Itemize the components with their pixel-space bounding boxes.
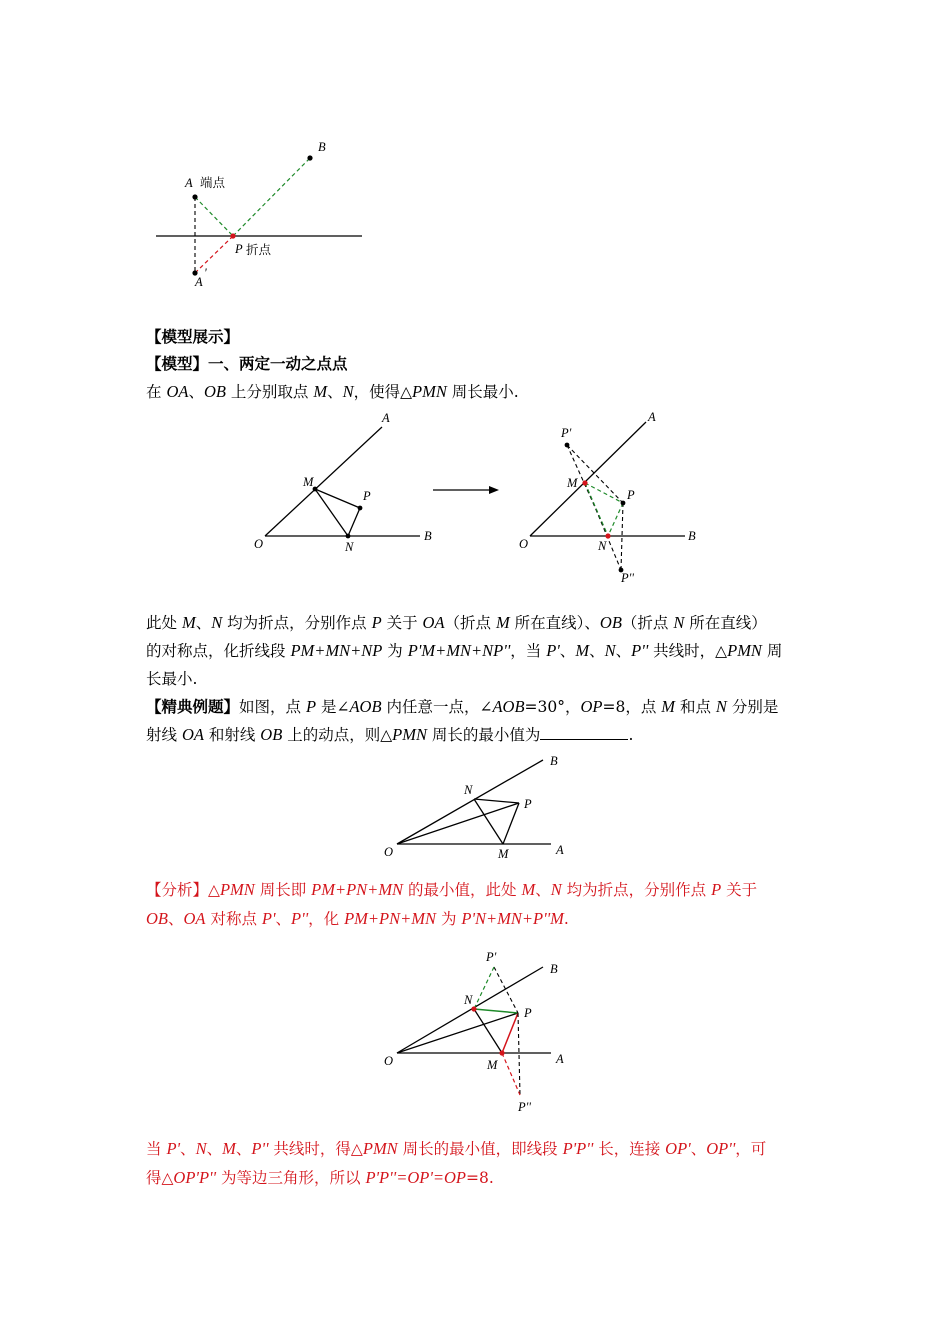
text: 、: [195, 614, 212, 632]
arrow-head: [489, 486, 499, 494]
text: =8.: [465, 1169, 494, 1187]
point-M: [499, 1050, 504, 1055]
var: OA: [183, 909, 206, 928]
point-N: [346, 534, 351, 539]
var: OB: [599, 613, 622, 632]
text: 周长的最小值为: [427, 726, 541, 744]
red-dashed-M-P2: [502, 1053, 520, 1095]
text: 长最小.: [146, 670, 198, 688]
ray-OA: [530, 422, 646, 536]
var: OB: [146, 909, 168, 928]
text: 、: [327, 383, 343, 401]
label-P: P: [524, 797, 532, 811]
label-P2: P'': [518, 1100, 531, 1114]
point-N: [471, 1006, 476, 1011]
point-P1: [565, 443, 570, 448]
label-N: N: [345, 540, 354, 554]
text: 关于: [381, 614, 423, 632]
text: 共线时，得△: [268, 1140, 363, 1158]
point-M: [582, 480, 587, 485]
left-diagram: [254, 411, 432, 554]
label-B: B: [688, 529, 696, 543]
text: 当: [146, 1140, 167, 1158]
var: OB: [203, 382, 226, 401]
label-N: N: [598, 539, 607, 553]
label-M: M: [567, 476, 578, 490]
answer-blank: [540, 725, 628, 740]
var: P'': [251, 1139, 269, 1158]
text: .: [563, 910, 569, 928]
text: 、: [275, 910, 291, 928]
dashed-P1-P: [494, 967, 518, 1013]
text: 为: [382, 642, 408, 660]
seg-PN: [348, 508, 360, 536]
var: P'': [291, 909, 309, 928]
text: 关于: [721, 881, 758, 899]
ray-OB: [397, 967, 543, 1053]
analysis-tag: 【分析】: [146, 881, 209, 899]
var: P': [261, 909, 276, 928]
var: M: [313, 382, 328, 401]
label-P1: P': [486, 950, 497, 964]
var: PMN: [412, 382, 447, 401]
text: 所在直线）: [684, 614, 767, 632]
var: N: [195, 1139, 207, 1158]
var: N: [211, 613, 223, 632]
text: 在: [146, 383, 167, 401]
text: =30°，: [524, 698, 581, 716]
example-line-2: [146, 724, 633, 746]
label-P: P: [235, 242, 243, 256]
label-A: A: [648, 410, 656, 424]
var: N: [673, 613, 685, 632]
var: M: [661, 697, 676, 716]
text: 为等边三角形，所以: [216, 1169, 366, 1187]
var: N: [550, 880, 562, 899]
var: M: [181, 613, 196, 632]
analysis-line-1: [146, 879, 757, 901]
label-B: B: [550, 754, 558, 768]
var: PM+PN+MN: [311, 880, 404, 899]
green-MN: [585, 483, 608, 536]
ray-OB: [397, 760, 543, 844]
example-tag: 【精典例题】: [146, 698, 240, 716]
green-dashed-P1-N: [474, 967, 494, 1009]
figure-model-two-fixed: [245, 405, 715, 590]
label-B: B: [424, 529, 432, 543]
var: P': [166, 1139, 181, 1158]
text: 、: [188, 383, 204, 401]
section-title: 【模型展示】: [146, 328, 240, 346]
label-O: O: [384, 845, 394, 859]
text: △: [208, 881, 220, 899]
text: 射线: [146, 726, 182, 744]
var: P'': [631, 641, 649, 660]
seg-NM: [474, 799, 503, 844]
text: 均为折点，分别作点: [561, 881, 712, 899]
point-B: [307, 155, 312, 160]
text: 所在直线）、: [509, 614, 600, 632]
green-PN: [608, 503, 623, 536]
var: N: [604, 641, 616, 660]
text: ，使得△: [353, 383, 413, 401]
var: M: [575, 641, 590, 660]
text: 长，连接: [593, 1140, 666, 1158]
text: 的最小值，此处: [403, 881, 522, 899]
var: PM+PN+MN: [344, 909, 437, 928]
red-PM: [502, 1013, 518, 1053]
figure-analysis: [375, 945, 585, 1120]
green-NP: [474, 1009, 518, 1013]
var: OP: [580, 697, 603, 716]
text: 对称点: [205, 910, 262, 928]
var: P: [711, 880, 722, 899]
label-P1: P': [561, 426, 572, 440]
text: 和点: [675, 698, 716, 716]
var: OA: [181, 725, 204, 744]
text: 、: [168, 910, 184, 928]
var: N: [342, 382, 354, 401]
var: M: [521, 880, 536, 899]
text: 的对称点，化折线段: [146, 642, 291, 660]
green-dashed-AP: [195, 197, 233, 236]
text: 、: [559, 642, 576, 660]
text: ，可: [735, 1140, 767, 1158]
var: PMN: [362, 1139, 398, 1158]
text: 如图，点: [239, 698, 306, 716]
label-A-prime: ': [204, 266, 207, 280]
point-P: [358, 506, 363, 511]
var: P': [546, 641, 560, 660]
explain-line-3: [146, 668, 197, 690]
text: 、: [690, 1140, 707, 1158]
label-A: A: [382, 411, 390, 425]
explain-line-2: [146, 640, 782, 662]
text: （折点: [444, 614, 496, 632]
label-M: M: [303, 475, 314, 489]
text: 周长即: [254, 881, 312, 899]
text: ，当: [510, 642, 547, 660]
var: P'N+MN+P''M: [461, 909, 564, 928]
label-B: B: [550, 962, 558, 976]
text: 为: [436, 910, 462, 928]
example-line-1: [146, 696, 778, 718]
label-A-reflect: A: [195, 275, 203, 289]
var: PM+MN+NP: [290, 641, 383, 660]
text: 周长的最小值，即线段: [397, 1140, 563, 1158]
point-N: [605, 533, 610, 538]
var: M: [222, 1139, 236, 1158]
text: =8，点: [602, 698, 662, 716]
explain-line-1: [146, 612, 767, 634]
label-M: M: [498, 847, 509, 861]
figure-example: [375, 750, 585, 865]
text: 、: [180, 1140, 196, 1158]
label-P2: P'': [621, 571, 634, 585]
text: 、: [535, 881, 551, 899]
var: PMN: [219, 880, 255, 899]
text: 和射线: [203, 726, 261, 744]
label-A: A: [556, 1052, 564, 1066]
right-diagram: [519, 410, 696, 585]
label-M: M: [487, 1058, 498, 1072]
var: PMN: [727, 641, 762, 660]
var: P: [371, 613, 382, 632]
label-endpoint: 端点: [200, 175, 226, 190]
label-fold: 折点: [246, 242, 272, 257]
seg-OP: [397, 1013, 518, 1053]
model-title: 【模型】一、两定一动之点点: [146, 355, 348, 373]
var: OA: [166, 382, 189, 401]
conclusion-line-1: [146, 1138, 766, 1160]
text: 共线时，△: [648, 642, 728, 660]
point-P: [230, 233, 235, 238]
arrow: [433, 486, 499, 494]
label-N: N: [464, 993, 473, 1007]
label-P: P: [524, 1006, 532, 1020]
label-O: O: [384, 1054, 394, 1068]
seg-PM: [503, 803, 519, 844]
red-dashed-PA-reflect: [195, 236, 233, 273]
text: ，化: [308, 910, 345, 928]
text: 内任意一点，∠: [381, 698, 493, 716]
var: N: [715, 697, 727, 716]
text: 、: [206, 1140, 223, 1158]
conclusion-line-2: [146, 1167, 494, 1189]
figure-reflection-basic: [140, 130, 380, 300]
seg-NP: [474, 799, 519, 803]
var: OP'P'': [173, 1168, 217, 1187]
var: P'M+MN+NP'': [407, 641, 511, 660]
label-A: A: [556, 843, 564, 857]
label-N: N: [464, 783, 473, 797]
text: 上的动点，则△: [282, 726, 393, 744]
text: 、: [235, 1140, 252, 1158]
intro-line: [146, 381, 519, 403]
var: OA: [422, 613, 445, 632]
var: P'P''=OP'=OP: [365, 1168, 466, 1187]
var: AOB: [492, 697, 525, 716]
text: 均为折点，分别作点: [222, 614, 372, 632]
var: AOB: [349, 697, 382, 716]
point-P: [621, 501, 626, 506]
var: P: [305, 697, 317, 716]
text: 得△: [146, 1169, 174, 1187]
analysis-line-2: [146, 908, 569, 930]
text: 周长最小.: [446, 383, 519, 401]
var: P'P'': [562, 1139, 594, 1158]
label-P: P: [363, 489, 371, 503]
label-O: O: [519, 537, 529, 551]
label-O: O: [254, 537, 264, 551]
text: 此处: [146, 614, 182, 632]
seg-NM: [474, 1009, 502, 1053]
green-dashed-PB: [233, 158, 310, 236]
var: PMN: [392, 725, 427, 744]
text: 、: [615, 642, 632, 660]
label-A: A: [185, 176, 193, 190]
var: OB: [260, 725, 283, 744]
var: M: [495, 613, 510, 632]
green-MP: [585, 483, 623, 503]
label-P: P: [627, 488, 635, 502]
text: （折点: [621, 614, 674, 632]
text: 周: [761, 642, 783, 660]
text: .: [628, 726, 634, 744]
text: 是∠: [316, 698, 350, 716]
text: 、: [589, 642, 605, 660]
dashed-P-P2: [518, 1013, 520, 1095]
var: OP': [665, 1139, 691, 1158]
label-B: B: [318, 140, 326, 154]
text: 上分别取点: [225, 383, 314, 401]
ray-OA: [265, 427, 382, 536]
text: 分别是: [726, 698, 779, 716]
var: OP'': [706, 1139, 736, 1158]
point-A: [192, 194, 197, 199]
